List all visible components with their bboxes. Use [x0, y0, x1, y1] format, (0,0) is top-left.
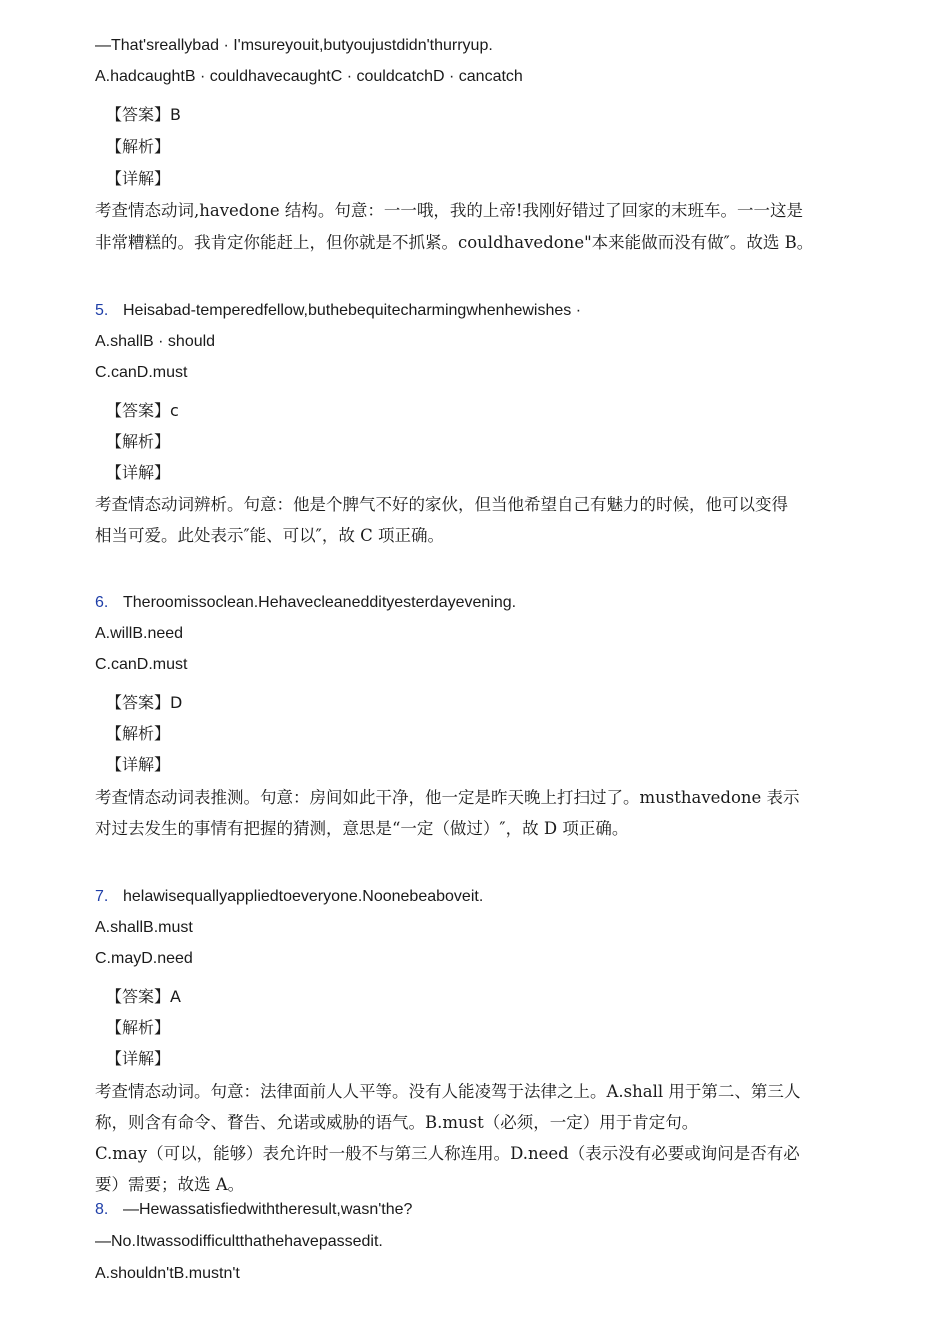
q5-analysis-label: 【解析】	[106, 432, 171, 451]
q4-analysis-label: 【解析】	[106, 137, 171, 156]
q6-detail-label: 【详解】	[106, 755, 171, 774]
q4-answer: 【答案】B	[106, 105, 181, 124]
q5-options-2: C.canD.must	[95, 364, 188, 381]
q5-answer: 【答案】c	[106, 401, 179, 420]
q6-explanation-line-1: 考查情态动词表推测。句意：房间如此干净，他一定是昨天晚上打扫过了。musthavedone 表示	[95, 788, 800, 807]
q5-number: 5.	[95, 302, 109, 319]
q6-options-2: C.canD.must	[95, 656, 188, 673]
q8-options: A.shouldn'tB.mustn't	[95, 1265, 240, 1282]
q7-explanation-line-4: 要）需要；故选 A。	[95, 1175, 245, 1194]
q7-answer: 【答案】A	[106, 987, 181, 1006]
q4-explanation-line-1: 考查情态动词,havedone 结构。句意：一一哦，我的上帝!我刚好错过了回家的末班车。一一这是	[95, 201, 804, 220]
q5-explanation-line-1: 考查情态动词辨析。句意：他是个脾气不好的家伙，但当他希望自己有魅力的时候，他可以变得	[95, 495, 788, 514]
q7-explanation-line-1: 考查情态动词。句意：法律面前人人平等。没有人能凌驾于法律之上。A.shall 用于第二、第三人	[95, 1082, 801, 1101]
q7-explanation-line-2: 称，则含有命令、瞀告、允诺或威胁的语气。B.must（必须，一定）用于肯定句。	[95, 1113, 699, 1132]
q6-number: 6.	[95, 594, 109, 611]
q7-explanation-line-3: C.may（可以，能够）表允许时一般不与第三人称连用。D.need（表示没有必要或询问是否有必	[95, 1144, 800, 1163]
q5-stem-row	[95, 300, 581, 322]
q7-stem-row	[95, 886, 483, 908]
q4-options: A.hadcaughtB · couldhavecaughtC · couldcatchD · cancatch	[95, 68, 523, 85]
q6-answer: 【答案】D	[106, 693, 183, 712]
q7-number: 7.	[95, 888, 109, 905]
q6-options-1: A.willB.need	[95, 625, 184, 642]
q6-stem: Theroomissoclean.Hehavecleaneddityesterdayevening.	[123, 594, 517, 611]
q4-explanation-line-2: 非常糟糕的。我肯定你能赶上，但你就是不抓紧。couldhavedone"本来能做而没有做″。故选 B。	[95, 233, 814, 252]
q6-analysis-label: 【解析】	[106, 724, 171, 743]
q6-stem-row	[95, 592, 516, 614]
q6-explanation-line-2: 对过去发生的事情有把握的猜测，意思是“一定（做过）″，故 D 项正确。	[95, 819, 629, 838]
q8-stem-row	[95, 1199, 412, 1221]
q4-detail-label: 【详解】	[106, 169, 171, 188]
q7-stem: helawisequallyappliedtoeveryone.Noonebeaboveit.	[123, 888, 484, 905]
q5-stem: Heisabad-temperedfellow,buthebequitecharmingwhenhewishes ·	[123, 302, 582, 319]
q7-options-2: C.mayD.need	[95, 950, 193, 967]
q7-options-1: A.shallB.must	[95, 919, 193, 936]
q7-detail-label: 【详解】	[106, 1049, 171, 1068]
q4-dialog-line: —That'sreallybad · I'msureyouit,butyoujustdidn'thurryup.	[95, 37, 493, 54]
q8-dialog-line: —No.Itwassodifficultthathehavepassedit.	[95, 1233, 383, 1250]
q8-stem: —Hewassatisfiedwiththeresult,wasn'the?	[123, 1201, 413, 1218]
q7-analysis-label: 【解析】	[106, 1018, 171, 1037]
q5-options-1: A.shallB · should	[95, 333, 216, 350]
q5-explanation-line-2: 相当可爱。此处表示″能、可以″，故 C 项正确。	[95, 526, 444, 545]
q5-detail-label: 【详解】	[106, 463, 171, 482]
q8-number: 8.	[95, 1201, 109, 1218]
